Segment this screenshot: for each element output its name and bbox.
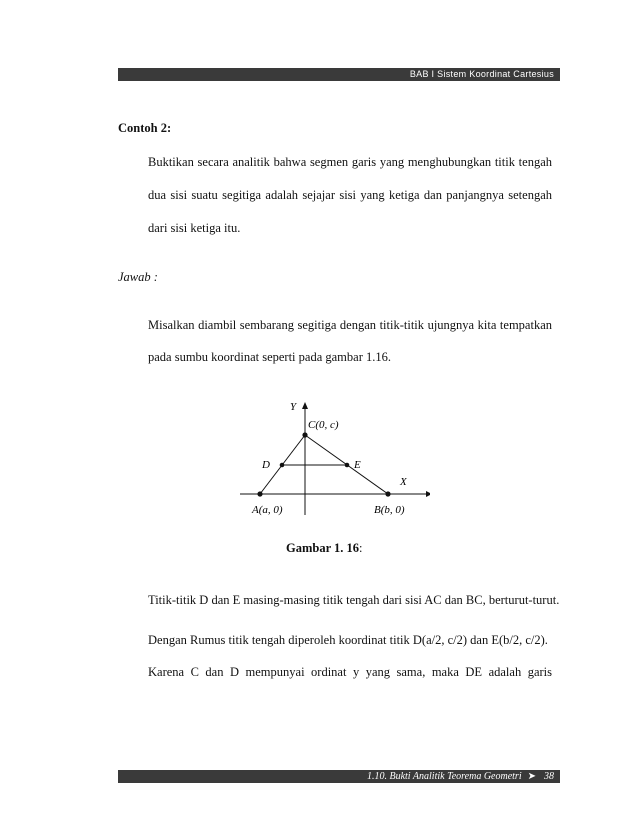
triangle-figure — [230, 397, 430, 522]
problem-line-1: Buktikan secara analitik bahwa segmen garis yang menghubungkan titik tengah — [148, 155, 552, 169]
paragraph-1: Titik-titik D dan E masing-masing titik tengah dari sisi AC dan BC, berturut-turut. — [148, 593, 560, 607]
label-e: E — [354, 459, 361, 471]
point-c — [302, 432, 307, 437]
paragraph-2: Dengan Rumus titik tengah diperoleh koordinat titik D(a/2, c/2) dan E(b/2, c/2). — [148, 633, 548, 647]
label-d: D — [262, 459, 270, 471]
caption-label: Gambar 1. 16 — [286, 541, 360, 555]
label-b: B(b, 0) — [374, 504, 405, 516]
point-d — [280, 463, 285, 468]
caption-suffix: : — [359, 541, 363, 555]
x-axis-arrow — [426, 491, 430, 497]
point-e — [345, 463, 350, 468]
problem-line-2: dua sisi suatu segitiga adalah sejajar sisi yang ketiga dan panjangnya setengah — [148, 188, 552, 202]
footer-title: 1.10. Bukti Analitik Teorema Geometri — [366, 771, 522, 782]
example-heading: Contoh 2: — [118, 121, 172, 135]
label-a: A(a, 0) — [252, 504, 283, 516]
chapter-header: BAB I Sistem Koordinat Cartesius — [118, 68, 560, 81]
page-number: 38 — [544, 771, 554, 782]
label-c: C(0, c) — [308, 419, 339, 431]
problem-line-3: dari sisi ketiga itu. — [148, 221, 241, 235]
paragraph-3: Karena C dan D mempunyai ordinat y yang sama, maka DE adalah garis — [148, 665, 552, 679]
page-footer — [118, 770, 560, 783]
y-axis-label: Y — [290, 401, 297, 413]
figure-caption — [286, 540, 363, 556]
y-axis-arrow — [302, 402, 308, 409]
x-axis-label: X — [400, 476, 407, 488]
answer-label: Jawab : — [118, 270, 158, 284]
answer-line-2: pada sumbu koordinat seperti pada gambar 1.16. — [148, 350, 391, 364]
arrow-right-icon: ➤ — [527, 771, 536, 782]
point-a — [257, 491, 262, 496]
answer-line-1: Misalkan diambil sembarang segitiga dengan titik-titik ujungnya kita tempatkan — [148, 318, 552, 332]
point-b — [385, 491, 390, 496]
